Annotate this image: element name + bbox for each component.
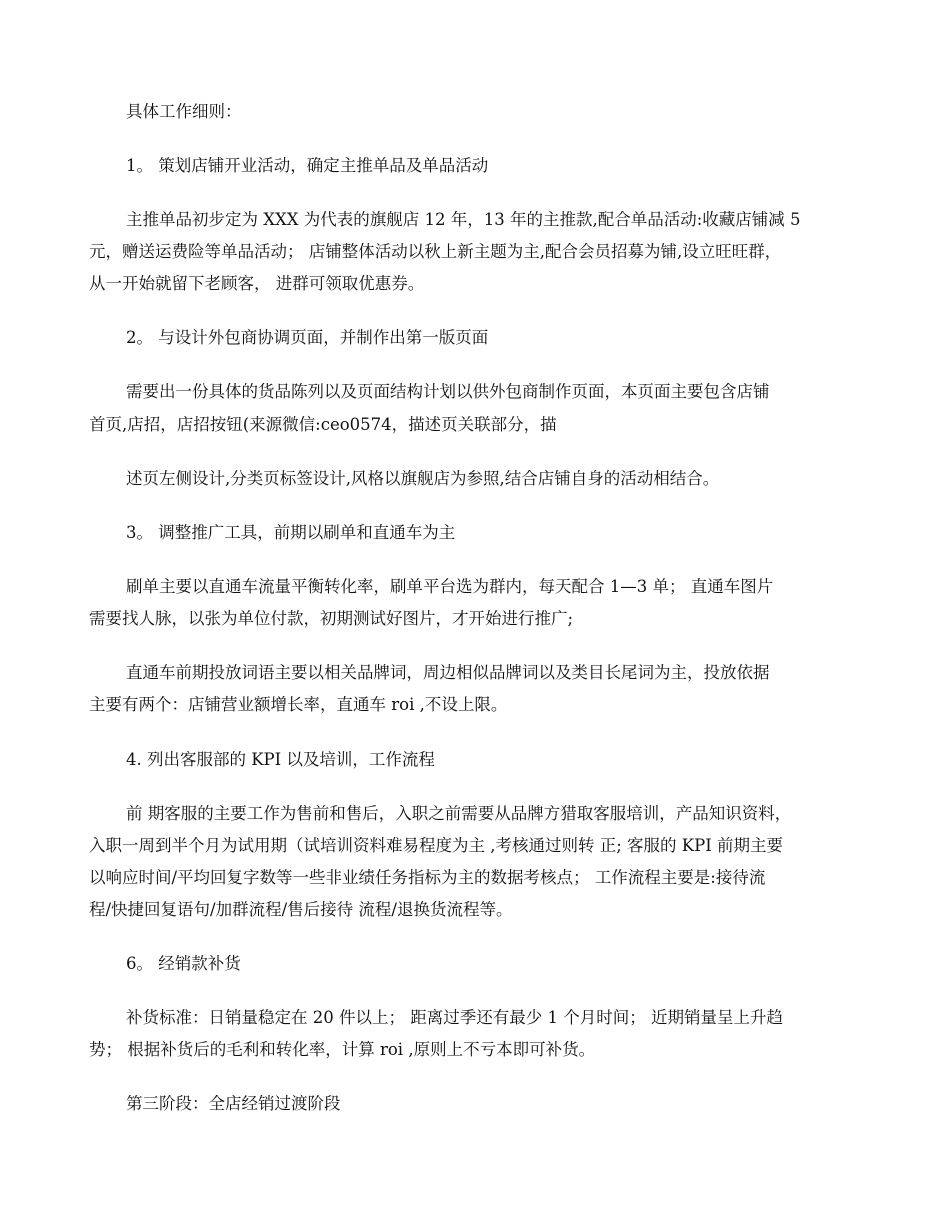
item-4-heading: 4. 列出客服部的 KPI 以及培训，工作流程 <box>126 750 435 769</box>
paragraph-line: 主推单品初步定为 XXX 为代表的旗舰店 12 年，13 年的主推款,配合单品活动:收藏店铺减 5 <box>126 210 801 229</box>
item-6-heading: 6。 经销款补货 <box>126 954 241 973</box>
paragraph-line: 刷单主要以直通车流量平衡转化率，刷单平台选为群内，每天配合 1—3 单； 直通车图片 <box>126 577 774 596</box>
paragraph-line: 需要找人脉，以张为单位付款，初期测试好图片，才开始进行推广; <box>89 609 574 628</box>
paragraph-line: 首页,店招，店招按钮(来源微信:ceo0574，描述页关联部分，描 <box>89 415 557 434</box>
paragraph-line: 述页左侧设计,分类页标签设计,风格以旗舰店为参照,结合店铺自身的活动相结合。 <box>126 469 720 488</box>
paragraph-line: 补货标准：日销量稳定在 20 件以上； 距离过季还有最少 1 个月时间； 近期销量呈上升趋 <box>126 1008 783 1027</box>
paragraph-line: 需要出一份具体的货品陈列以及页面结构计划以供外包商制作页面，本页面主要包含店铺 <box>126 382 770 401</box>
paragraph-line: 入职一周到半个月为试用期（试培训资料难易程度为主 ,考核通过则转 正; 客服的 KPI 前期主要 <box>89 836 783 855</box>
stage-three-heading: 第三阶段：全店经销过渡阶段 <box>126 1094 341 1113</box>
paragraph-line: 从一开始就留下老顾客， 进群可领取优惠券。 <box>89 274 425 293</box>
item-2-heading: 2。 与设计外包商协调页面，并制作出第一版页面 <box>126 328 489 347</box>
paragraph-line: 以响应时间/平均回复字数等一些非业绩任务指标为主的数据考核点； 工作流程主要是:接待流 <box>89 868 766 887</box>
paragraph-line: 程/快捷回复语句/加群流程/售后接待 流程/退换货流程等。 <box>89 900 513 919</box>
section-heading-work-details: 具体工作细则： <box>126 102 242 121</box>
item-3-heading: 3。 调整推广工具，前期以刷单和直通车为主 <box>126 523 456 542</box>
paragraph-line: 前 期客服的主要工作为售前和售后，入职之前需要从品牌方猎取客服培训，产品知识资料， <box>126 804 792 823</box>
paragraph-line: 直通车前期投放词语主要以相关品牌词，周边相似品牌词以及类目长尾词为主，投放依据 <box>126 663 770 682</box>
item-1-heading: 1。 策划店铺开业活动，确定主推单品及单品活动 <box>126 156 489 175</box>
paragraph-line: 主要有两个：店铺营业额增长率，直通车 roi ,不设上限。 <box>89 695 508 714</box>
paragraph-line: 元，赠送运费险等单品活动； 店铺整体活动以秋上新主题为主,配合会员招募为铺,设立旺旺群， <box>89 242 782 261</box>
paragraph-line: 势； 根据补货后的毛利和转化率，计算 roi ,原则上不亏本即可补货。 <box>89 1040 596 1059</box>
